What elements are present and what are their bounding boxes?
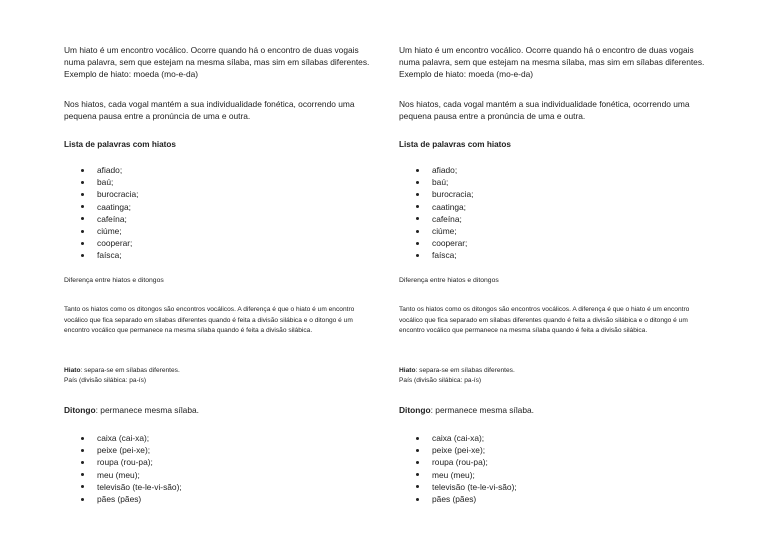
hiato-word-list — [399, 164, 473, 262]
difference-paragraph: Tanto os hiatos como os ditongos são encontros vocálicos. A diferença é que o hiato é um encontro vocálico que fica separado em sílabas diferentes quando é feita a divisão silábica e o ditongo é um encontro vocálico que permanece na mesma sílaba quando é feita a divisão silábica. — [64, 306, 355, 334]
list-item: pães (pães) — [399, 493, 517, 505]
list-item: roupa (rou-pa); — [399, 456, 517, 468]
list-item: baú; — [399, 176, 473, 188]
individuality-paragraph: Nos hiatos, cada vogal mantém a sua individualidade fonética, ocorrendo uma pequena pausa entre a pronúncia de uma e outra. — [64, 99, 355, 121]
individuality-paragraph: Nos hiatos, cada vogal mantém a sua individualidade fonética, ocorrendo uma pequena pausa entre a pronúncia de uma e outra. — [399, 99, 690, 121]
difference-heading: Diferença entre hiatos e ditongos — [399, 277, 499, 284]
ditongo-definition — [399, 404, 709, 416]
ditongo-definition-text: : permanece mesma sílaba. — [95, 405, 199, 415]
hiato-definition — [64, 366, 374, 376]
ditongo-definition — [64, 404, 374, 416]
hiato-example: País (divisão silábica: pa-ís) — [64, 377, 147, 384]
list-heading: Lista de palavras com hiatos — [64, 140, 176, 149]
ditongo-word-list — [64, 432, 182, 505]
list-item: televisão (te-le-vi-são); — [64, 481, 182, 493]
hiato-definition — [399, 366, 709, 376]
list-item: cafeína; — [399, 213, 473, 225]
list-item: caixa (cai-xa); — [64, 432, 182, 444]
list-item: faísca; — [64, 249, 138, 261]
ditongo-word-list — [399, 432, 517, 505]
list-item: burocracia; — [399, 188, 473, 200]
list-item: faísca; — [399, 249, 473, 261]
list-item: cooperar; — [64, 237, 138, 249]
hiato-label: Hiato — [399, 367, 416, 374]
hiato-definition-text: : separa-se em sílabas diferentes. — [415, 367, 515, 374]
hiato-example: País (divisão silábica: pa-ís) — [399, 377, 482, 384]
list-item: roupa (rou-pa); — [64, 456, 182, 468]
list-item: ciúme; — [399, 225, 473, 237]
list-item: ciúme; — [64, 225, 138, 237]
ditongo-definition-text: : permanece mesma sílaba. — [430, 405, 534, 415]
list-item: meu (meu); — [64, 469, 182, 481]
intro-paragraph: Um hiato é um encontro vocálico. Ocorre quando há o encontro de duas vogais numa palavra, sem que estejam na mesma sílaba, mas sim em sílabas diferentes. Exemplo de hiato: moeda (mo-e-da) — [64, 45, 370, 79]
list-item: afiado; — [399, 164, 473, 176]
list-item: caixa (cai-xa); — [399, 432, 517, 444]
list-item: afiado; — [64, 164, 138, 176]
list-item: peixe (pei-xe); — [399, 444, 517, 456]
list-item: caatinga; — [399, 201, 473, 213]
hiato-definition-text: : separa-se em sílabas diferentes. — [80, 367, 180, 374]
list-item: cooperar; — [399, 237, 473, 249]
list-item: cafeína; — [64, 213, 138, 225]
intro-paragraph: Um hiato é um encontro vocálico. Ocorre quando há o encontro de duas vogais numa palavra, sem que estejam na mesma sílaba, mas sim em sílabas diferentes. Exemplo de hiato: moeda (mo-e-da) — [399, 45, 705, 79]
list-item: caatinga; — [64, 201, 138, 213]
list-item: peixe (pei-xe); — [64, 444, 182, 456]
list-item: pães (pães) — [64, 493, 182, 505]
list-item: burocracia; — [64, 188, 138, 200]
difference-heading: Diferença entre hiatos e ditongos — [64, 277, 164, 284]
ditongo-label: Ditongo — [399, 405, 431, 415]
page-column-right — [399, 0, 709, 543]
ditongo-label: Ditongo — [64, 405, 96, 415]
list-item: baú; — [64, 176, 138, 188]
difference-paragraph: Tanto os hiatos como os ditongos são encontros vocálicos. A diferença é que o hiato é um encontro vocálico que fica separado em sílabas diferentes quando é feita a divisão silábica e o ditongo é um encontro vocálico que permanece na mesma sílaba quando é feita a divisão silábica. — [399, 306, 690, 334]
list-item: televisão (te-le-vi-são); — [399, 481, 517, 493]
hiato-label: Hiato — [64, 367, 81, 374]
hiato-word-list — [64, 164, 138, 262]
list-heading: Lista de palavras com hiatos — [399, 140, 511, 149]
list-item: meu (meu); — [399, 469, 517, 481]
page-column-left — [64, 0, 374, 543]
